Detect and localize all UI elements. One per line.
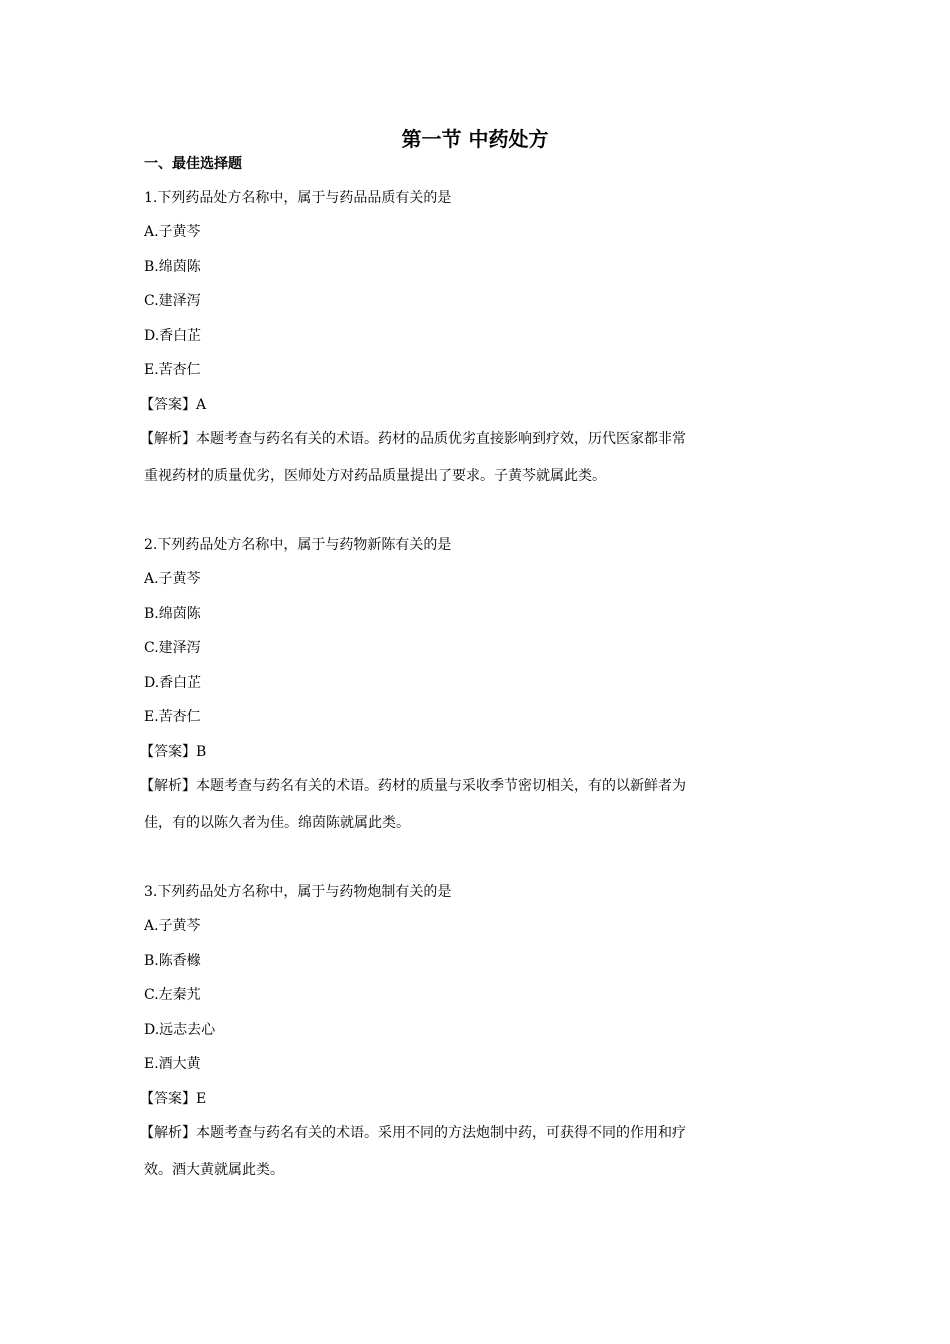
question-3-option-d: D.远志去心 [144,1022,216,1038]
question-3-option-e: E.酒大黄 [144,1056,201,1072]
question-1-option-e: E.苦杏仁 [144,362,201,378]
question-3-analysis-line-1: 【解析】本题考查与药名有关的术语。采用不同的方法炮制中药，可获得不同的作用和疗 [140,1125,686,1141]
question-1-analysis-line-1: 【解析】本题考查与药名有关的术语。药材的品质优劣直接影响到疗效，历代医家都非常 [140,431,686,447]
question-3-stem: 3.下列药品处方名称中，属于与药物炮制有关的是 [144,884,452,900]
question-2-analysis-line-1: 【解析】本题考查与药名有关的术语。药材的质量与采收季节密切相关，有的以新鲜者为 [140,778,686,794]
page-title: 第一节 中药处方 [401,127,549,151]
section-heading: 一、最佳选择题 [144,156,242,172]
question-2-option-c: C.建泽泻 [144,640,201,656]
question-1-option-a: A.子黄芩 [144,224,201,240]
question-2-option-e: E.苦杏仁 [144,709,201,725]
question-1-analysis-line-2: 重视药材的质量优劣，医师处方对药品质量提出了要求。子黄芩就属此类。 [144,468,606,484]
question-2-stem: 2.下列药品处方名称中，属于与药物新陈有关的是 [144,537,452,553]
question-1-option-c: C.建泽泻 [144,293,201,309]
question-3-option-a: A.子黄芩 [144,918,201,934]
question-2-option-b: B.绵茵陈 [144,606,201,622]
question-2-answer: 【答案】B [140,744,207,760]
question-3-option-b: B.陈香橼 [144,953,201,969]
question-1-option-d: D.香白芷 [144,328,202,344]
question-3-option-c: C.左秦艽 [144,987,201,1003]
question-2-option-d: D.香白芷 [144,675,202,691]
question-1-answer: 【答案】A [140,397,207,413]
question-2-analysis-line-2: 佳，有的以陈久者为佳。绵茵陈就属此类。 [144,815,410,831]
question-3-analysis-line-2: 效。酒大黄就属此类。 [144,1162,284,1178]
question-1-option-b: B.绵茵陈 [144,259,201,275]
question-1-stem: 1.下列药品处方名称中，属于与药品品质有关的是 [144,190,452,206]
question-2-option-a: A.子黄芩 [144,571,201,587]
question-3-answer: 【答案】E [140,1091,207,1107]
